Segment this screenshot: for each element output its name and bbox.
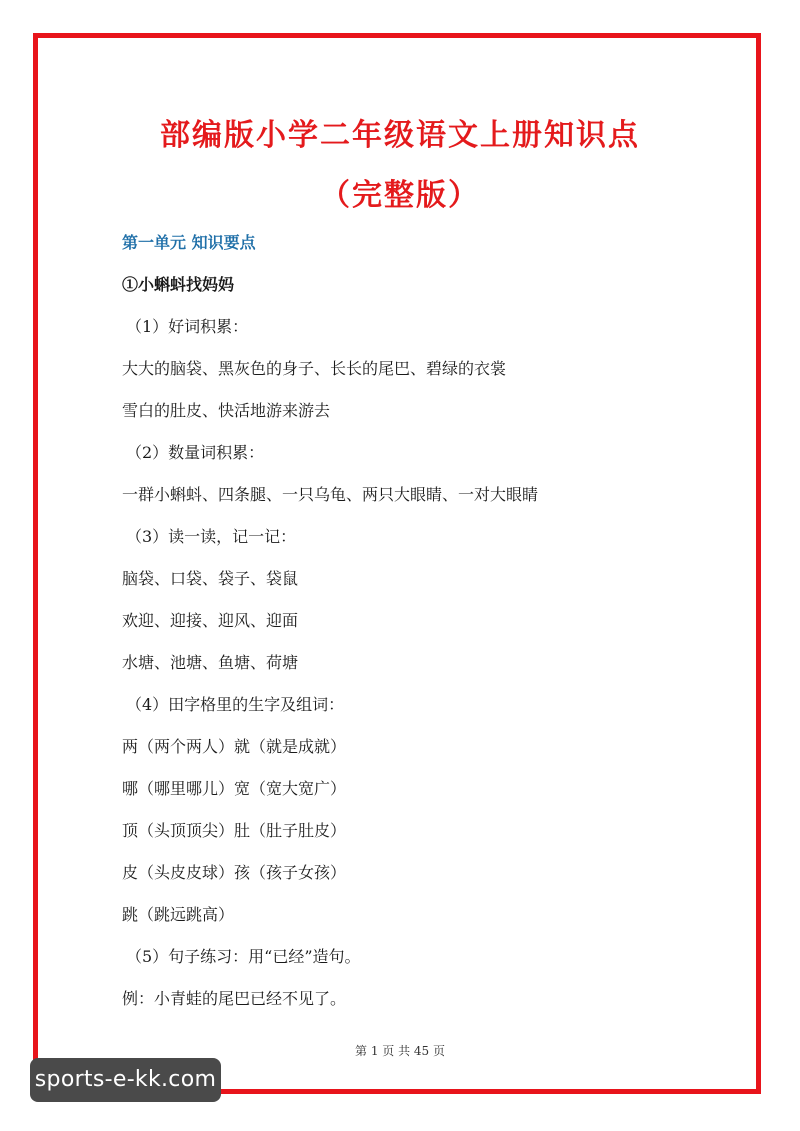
body-text-line: 皮（头皮皮球）孩（孩子女孩）: [122, 863, 347, 882]
watermark-badge: [30, 1058, 221, 1102]
section-heading: （4）田字格里的生字及组词：: [126, 695, 345, 714]
document-body: [122, 228, 742, 1026]
body-text-line: 水塘、池塘、鱼塘、荷塘: [122, 653, 299, 672]
watermark-text: sports-e-kk.com: [34, 1067, 217, 1092]
body-text-line: 脑袋、口袋、袋子、袋鼠: [122, 569, 299, 588]
section-heading: （5）句子练习：用“已经”造句。: [126, 947, 361, 966]
body-text-line: 大大的脑袋、黑灰色的身子、长长的尾巴、碧绿的衣裳: [122, 359, 507, 378]
unit-heading: 第一单元 知识要点: [122, 233, 256, 252]
body-text-line: 欢迎、迎接、迎风、迎面: [122, 611, 299, 630]
body-text-line: 雪白的肚皮、快活地游来游去: [122, 401, 331, 420]
section-heading: （2）数量词积累：: [126, 443, 265, 462]
body-text-line: 跳（跳远跳高）: [122, 905, 235, 924]
lesson-heading: ①小蝌蚪找妈妈: [122, 275, 235, 294]
page-number-footer: 第 1 页 共 45 页: [355, 1044, 445, 1058]
document-subtitle: （完整版）: [320, 178, 480, 213]
body-text-line: 哪（哪里哪儿）宽（宽大宽广）: [122, 779, 347, 798]
body-text-line: 一群小蝌蚪、四条腿、一只乌龟、两只大眼睛、一对大眼睛: [122, 485, 539, 504]
document-title: 部编版小学二年级语文上册知识点: [160, 118, 640, 153]
body-text-line: 例：小青蛙的尾巴已经不见了。: [122, 989, 347, 1008]
section-heading: （1）好词积累：: [126, 317, 249, 336]
body-text-line: 顶（头顶顶尖）肚（肚子肚皮）: [122, 821, 347, 840]
section-heading: （3）读一读，记一记：: [126, 527, 297, 546]
body-text-line: 两（两个两人）就（就是成就）: [122, 737, 347, 756]
